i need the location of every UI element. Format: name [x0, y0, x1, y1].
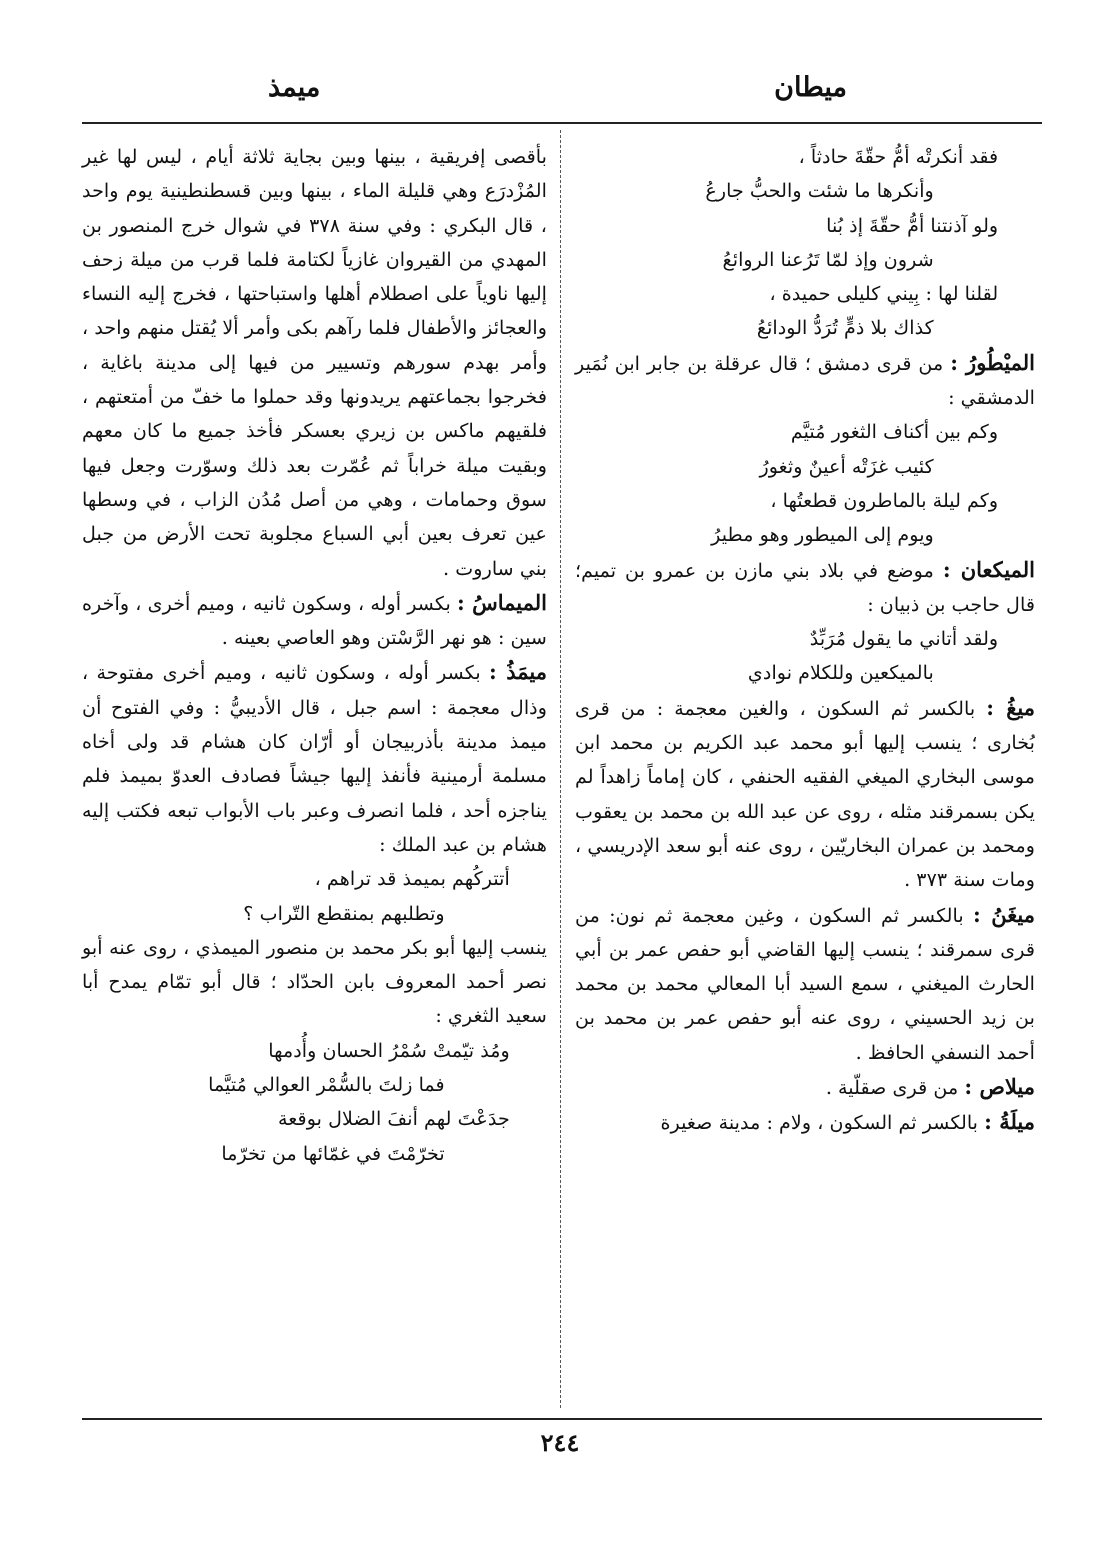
- entry-text: موضع في بلاد بني مازن بن عمرو بن تميم؛ قال حاجب بن ذبيان :: [575, 558, 1035, 616]
- verse-line: وكم بين أكناف الثغور مُتيَّم: [790, 420, 999, 444]
- headword: ميلاص :: [964, 1074, 1035, 1100]
- verse-line: فقد أنكرتْه أمُّ حقّةَ حادثاً ،: [798, 145, 999, 168]
- verse-line: تخرّمْتَ في غمّائها من تخرّما: [221, 1141, 445, 1165]
- entry-text: من قرى صقلّية .: [825, 1076, 959, 1100]
- running-head-left: ميمذ: [268, 72, 321, 103]
- verse-line: وتطلبهم بمنقطع التّراب ؟: [243, 901, 445, 925]
- headword: الميكعان :: [942, 556, 1035, 582]
- entry-mitur: [575, 346, 1035, 416]
- entry-mikaan: [575, 553, 1035, 623]
- footer-rule: [82, 1418, 1042, 1420]
- verse-line: أتتركُهم بميمذ قد تراهم ،: [314, 867, 510, 891]
- entry-text: ينسب إليها أبو بكر محمد بن منصور الميمذي ، روى عنه أبو نصر أحمد المعروف بابن الحدّاد ؛ قال أبو تمّام يمدح أبا سعيد الثغري :: [82, 935, 547, 1028]
- running-head-right: ميطان: [774, 72, 847, 103]
- column-divider: [560, 130, 561, 1408]
- entry-mila: [575, 1105, 1035, 1140]
- entry-text: من قرى دمشق ؛ قال عرقلة بن جابر ابن نُمَير الدمشقي :: [575, 351, 1035, 410]
- verse-line: ولو آذنتنا أمُّ حقّةَ إذ بُنا: [826, 213, 999, 237]
- verse-line: كذاك بلا ذمٍّ تُرَدُّ الودائعُ: [756, 316, 934, 340]
- verse-line: وكم ليلة بالماطرون قطعتُها ،: [770, 488, 999, 512]
- verse-line: ولقد أتاني ما يقول مُرَبِّدٌ: [809, 627, 999, 651]
- verse-line: جدَعْتَ لهم أنفَ الضلال بوقعة: [278, 1107, 510, 1131]
- entry-text: بكسر أوله ، وسكون ثانيه ، وميم أخرى مفتوحة ، وذال معجمة : اسم جبل ، قال الأديبيُّ : وفي الفتوح أن ميمذ مدينة بأذربيجان أو أرّان كان هشام قد ولى أخاه مسلمة أرمينية فأنفذ إليها جيشاً فصادف العدوّ بميمذ فلم يناجزه أحد ، فلما انصرف وعبر باب الأبواب تبعه فكتب إليه هشام بن عبد الملك :: [82, 661, 547, 856]
- verse-line: بالميكعين وللكلام نوادي: [747, 661, 934, 685]
- verse-line: كئيب غزَتْه أعينٌ وثغورُ: [759, 454, 934, 478]
- right-column: [575, 140, 1035, 1141]
- entry-text: بالكسر ثم السكون ، والغين معجمة : من قرى بُخارى ؛ ينسب إليها أبو محمد عبد الكريم بن محمد ابن موسى البخاري الميغي الفقيه الحنفي ، كان إماماً زاهداً لم يكن بسمرقند مثله ، روى عن عبد الله بن محمد بن يعقوب ومحمد بن عمران البخاريّين ، روى عنه أبو سعد الإدريسي ، ومات سنة ٣٧٣ .: [575, 696, 1035, 892]
- verse-line: ومُذ تيّمتْ سُمْرُ الحسان وأُدمها: [268, 1038, 510, 1062]
- entry-mimas: [82, 586, 547, 656]
- verse-line: شرون وإذ لمّا تَرُعنا الروائعُ: [722, 247, 934, 271]
- verse-line: لقلنا لها : بِيني كليلى حميدة ،: [769, 282, 999, 306]
- headword: ميمَذُ :: [489, 659, 548, 685]
- headword: ميلَةُ :: [984, 1109, 1035, 1135]
- headword: الميماسُ :: [457, 589, 547, 615]
- entry-mighan: [575, 898, 1035, 1070]
- verse-line: ويوم إلى الميطور وهو مطيرُ: [711, 523, 934, 547]
- entry-migh: [575, 691, 1035, 898]
- entry-text: بكسر أوله ، وسكون ثانيه ، وميم أخرى ، وآخره سين : هو نهر الرَّسْتن وهو العاصي بعينه .: [82, 591, 547, 650]
- verse-line: وأنكرها ما شئت والحبُّ جارعُ: [705, 179, 934, 203]
- verse-line: فما زلتَ بالسُّمْر العوالي مُتيَّما: [208, 1073, 445, 1097]
- entry-text: بالكسر ثم السكون ، وغين معجمة ثم نون: من قرى سمرقند ؛ ينسب إليها القاضي أبو حفص عمر بن أبي الحارث الميغني ، سمع السيد أبا المعالي محمد بن محمد بن زيد الحسيني ، روى عنه أبو حفص عمر بن محمد بن أحمد النسفي الحافظ .: [575, 903, 1035, 1064]
- entry-text: بالكسر ثم السكون ، ولام : مدينة صغيرة: [660, 1111, 979, 1135]
- left-column: [82, 140, 547, 1171]
- headword: ميغَنُ :: [973, 901, 1036, 927]
- entry-continuation: بأقصى إفريقية ، بينها وبين بجاية ثلاثة أيام ، ليس لها غير المُزْدرَع وهي قليلة الماء ، بينها وبين قسطنطينية يوم واحد ، قال البكري : وفي سنة ٣٧٨ في شوال خرج المنصور بن المهدي من القيروان غازياً لكتامة فلما قرب من ميلة زحف إليها ناوياً على اصطلام أهلها واستباحتها ، فخرج إليه النساء والعجائز والأطفال فلما رآهم بكى وأمر ألا يُقتل منهم واحد ، وأمر بهدم سورهم وتسيير من فيها إلى مدينة باغاية ، فخرجوا بجماعتهم يريدونها وقد حملوا ما خفّ من أمتعتهم ، فلقيهم ماكس بن زيري بعسكر فأخذ جميع ما كان معهم وبقيت ميلة خراباً ثم عُمّرت بعد ذلك وسوّرت وجعل فيها سوق وحمامات ، وهي من أصل مُدُن الزاب ، في وسطها عين تعرف بعين أبي السباع مجلوبة تحت الأرض من جبل بني ساروت .: [82, 145, 547, 580]
- entry-milas: [575, 1070, 1035, 1105]
- headword: الميْطُورُ :: [950, 349, 1035, 375]
- headword: ميغُ :: [986, 694, 1035, 720]
- header-rule: [82, 122, 1042, 124]
- entry-mimadh: [82, 655, 547, 862]
- page-number: ٢٤٤: [540, 1428, 580, 1457]
